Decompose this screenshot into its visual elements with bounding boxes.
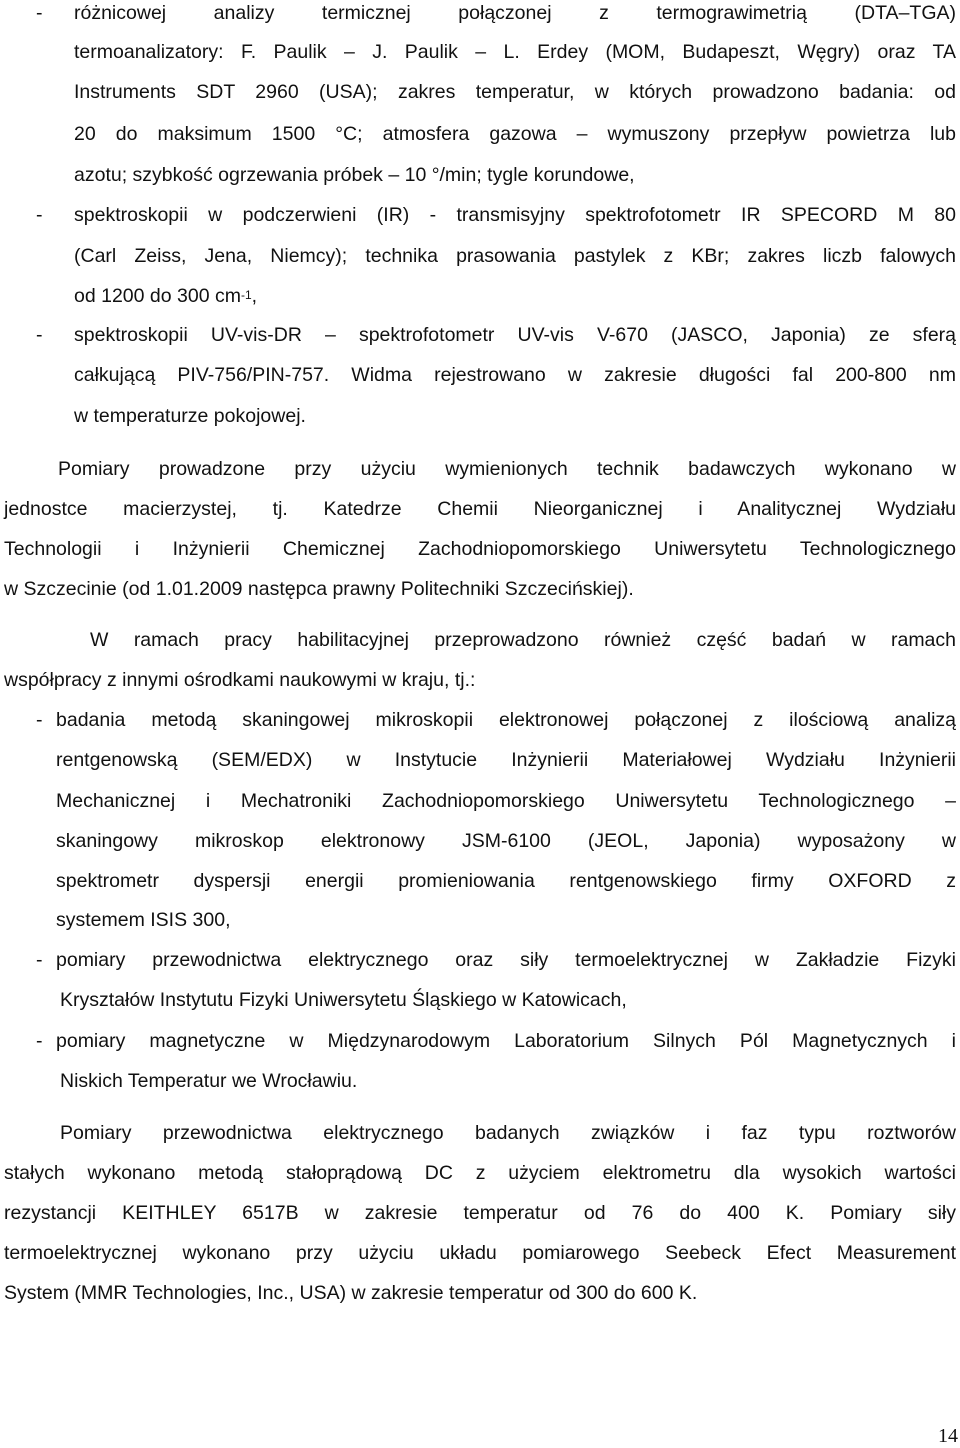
list-item-line: Mechanicznej i Mechatroniki Zachodniopomorskiego Uniwersytetu Technologicznego – — [56, 790, 956, 812]
list-item-line: pomiary przewodnictwa elektrycznego oraz siły termoelektrycznej w Zakładzie Fizyki — [56, 949, 956, 971]
paragraph-line: w Szczecinie (od 1.01.2009 następca prawny Politechniki Szczecińskiej). — [4, 578, 634, 600]
list-item-line: badania metodą skaningowej mikroskopii elektronowej połączonej z ilościową analizą — [56, 709, 956, 731]
list-item-line: spektroskopii UV-vis-DR – spektrofotometr UV-vis V-670 (JASCO, Japonia) ze sferą — [74, 324, 956, 346]
list-bullet: - — [36, 1030, 43, 1052]
wavenumber-range: od 1200 do 300 cm — [74, 285, 241, 307]
list-item-line: 20 do maksimum 1500 °C; atmosfera gazowa – wymuszony przepływ powietrza lub — [74, 123, 956, 145]
paragraph-line: stałych wykonano metodą stałoprądową DC z użyciem elektrometru dla wysokich wartości — [4, 1162, 956, 1184]
paragraph-line: Pomiary prowadzone przy użyciu wymienionych technik badawczych wykonano w — [58, 458, 956, 480]
page-number: 14 — [938, 1425, 958, 1447]
paragraph-line: termoelektrycznej wykonano przy użyciu układu pomiarowego Seebeck Efect Measurement — [4, 1242, 956, 1264]
paragraph-line: rezystancji KEITHLEY 6517B w zakresie temperatur od 76 do 400 K. Pomiary siły — [4, 1202, 956, 1224]
unit-exponent: -1 — [240, 288, 252, 302]
paragraph-line: W ramach pracy habilitacyjnej przeprowadzono również część badań w ramach — [90, 629, 956, 651]
list-item-line: systemem ISIS 300, — [56, 909, 231, 931]
paragraph-line: System (MMR Technologies, Inc., USA) w zakresie temperatur od 300 do 600 K. — [4, 1282, 698, 1304]
list-bullet: - — [36, 709, 43, 731]
list-bullet: - — [36, 949, 43, 971]
list-item-line: spektroskopii w podczerwieni (IR) - transmisyjny spektrofotometr IR SPECORD M 80 — [74, 204, 956, 226]
list-item-line: całkującą PIV-756/PIN-757. Widma rejestrowano w zakresie długości fal 200-800 nm — [74, 364, 956, 386]
list-item-line: pomiary magnetyczne w Międzynarodowym Laboratorium Silnych Pól Magnetycznych i — [56, 1030, 956, 1052]
list-item-line: skaningowy mikroskop elektronowy JSM-6100 (JEOL, Japonia) wyposażony w — [56, 830, 956, 852]
list-item-line: azotu; szybkość ogrzewania próbek – 10 °/min; tygle korundowe, — [74, 164, 635, 186]
paragraph-line: Pomiary przewodnictwa elektrycznego badanych związków i faz typu roztworów — [60, 1122, 956, 1144]
list-item-line: termoanalizatory: F. Paulik – J. Paulik – L. Erdey (MOM, Budapeszt, Węgry) oraz TA — [74, 41, 956, 63]
paragraph-line: Technologii i Inżynierii Chemicznej Zachodniopomorskiego Uniwersytetu Technologicznego — [4, 538, 956, 560]
list-item-line: spektrometr dyspersji energii promieniowania rentgenowskiego firmy OXFORD z — [56, 870, 956, 892]
list-item-line: (Carl Zeiss, Jena, Niemcy); technika prasowania pastylek z KBr; zakres liczb falowych — [74, 245, 956, 267]
list-bullet: - — [36, 324, 43, 346]
list-item-line: w temperaturze pokojowej. — [74, 405, 306, 427]
list-item-line: Kryształów Instytutu Fizyki Uniwersytetu Śląskiego w Katowicach, — [60, 989, 627, 1011]
paragraph-line: jednostce macierzystej, tj. Katedrze Chemii Nieorganicznej i Analitycznej Wydziału — [4, 498, 956, 520]
list-item-line: Instruments SDT 2960 (USA); zakres temperatur, w których prowadzono badania: od — [74, 81, 956, 103]
list-bullet: - — [36, 204, 43, 226]
list-item-line: różnicowej analizy termicznej połączonej z termograwimetrią (DTA–TGA) — [74, 2, 956, 24]
list-item-line: rentgenowską (SEM/EDX) w Instytucie Inżynierii Materiałowej Wydziału Inżynierii — [56, 749, 956, 771]
list-item-line — [74, 283, 257, 309]
paragraph-line: współpracy z innymi ośrodkami naukowymi w kraju, tj.: — [4, 669, 476, 691]
list-item-line: Niskich Temperatur we Wrocławiu. — [60, 1070, 358, 1092]
list-bullet: - — [36, 2, 43, 24]
punctuation: , — [251, 285, 258, 307]
